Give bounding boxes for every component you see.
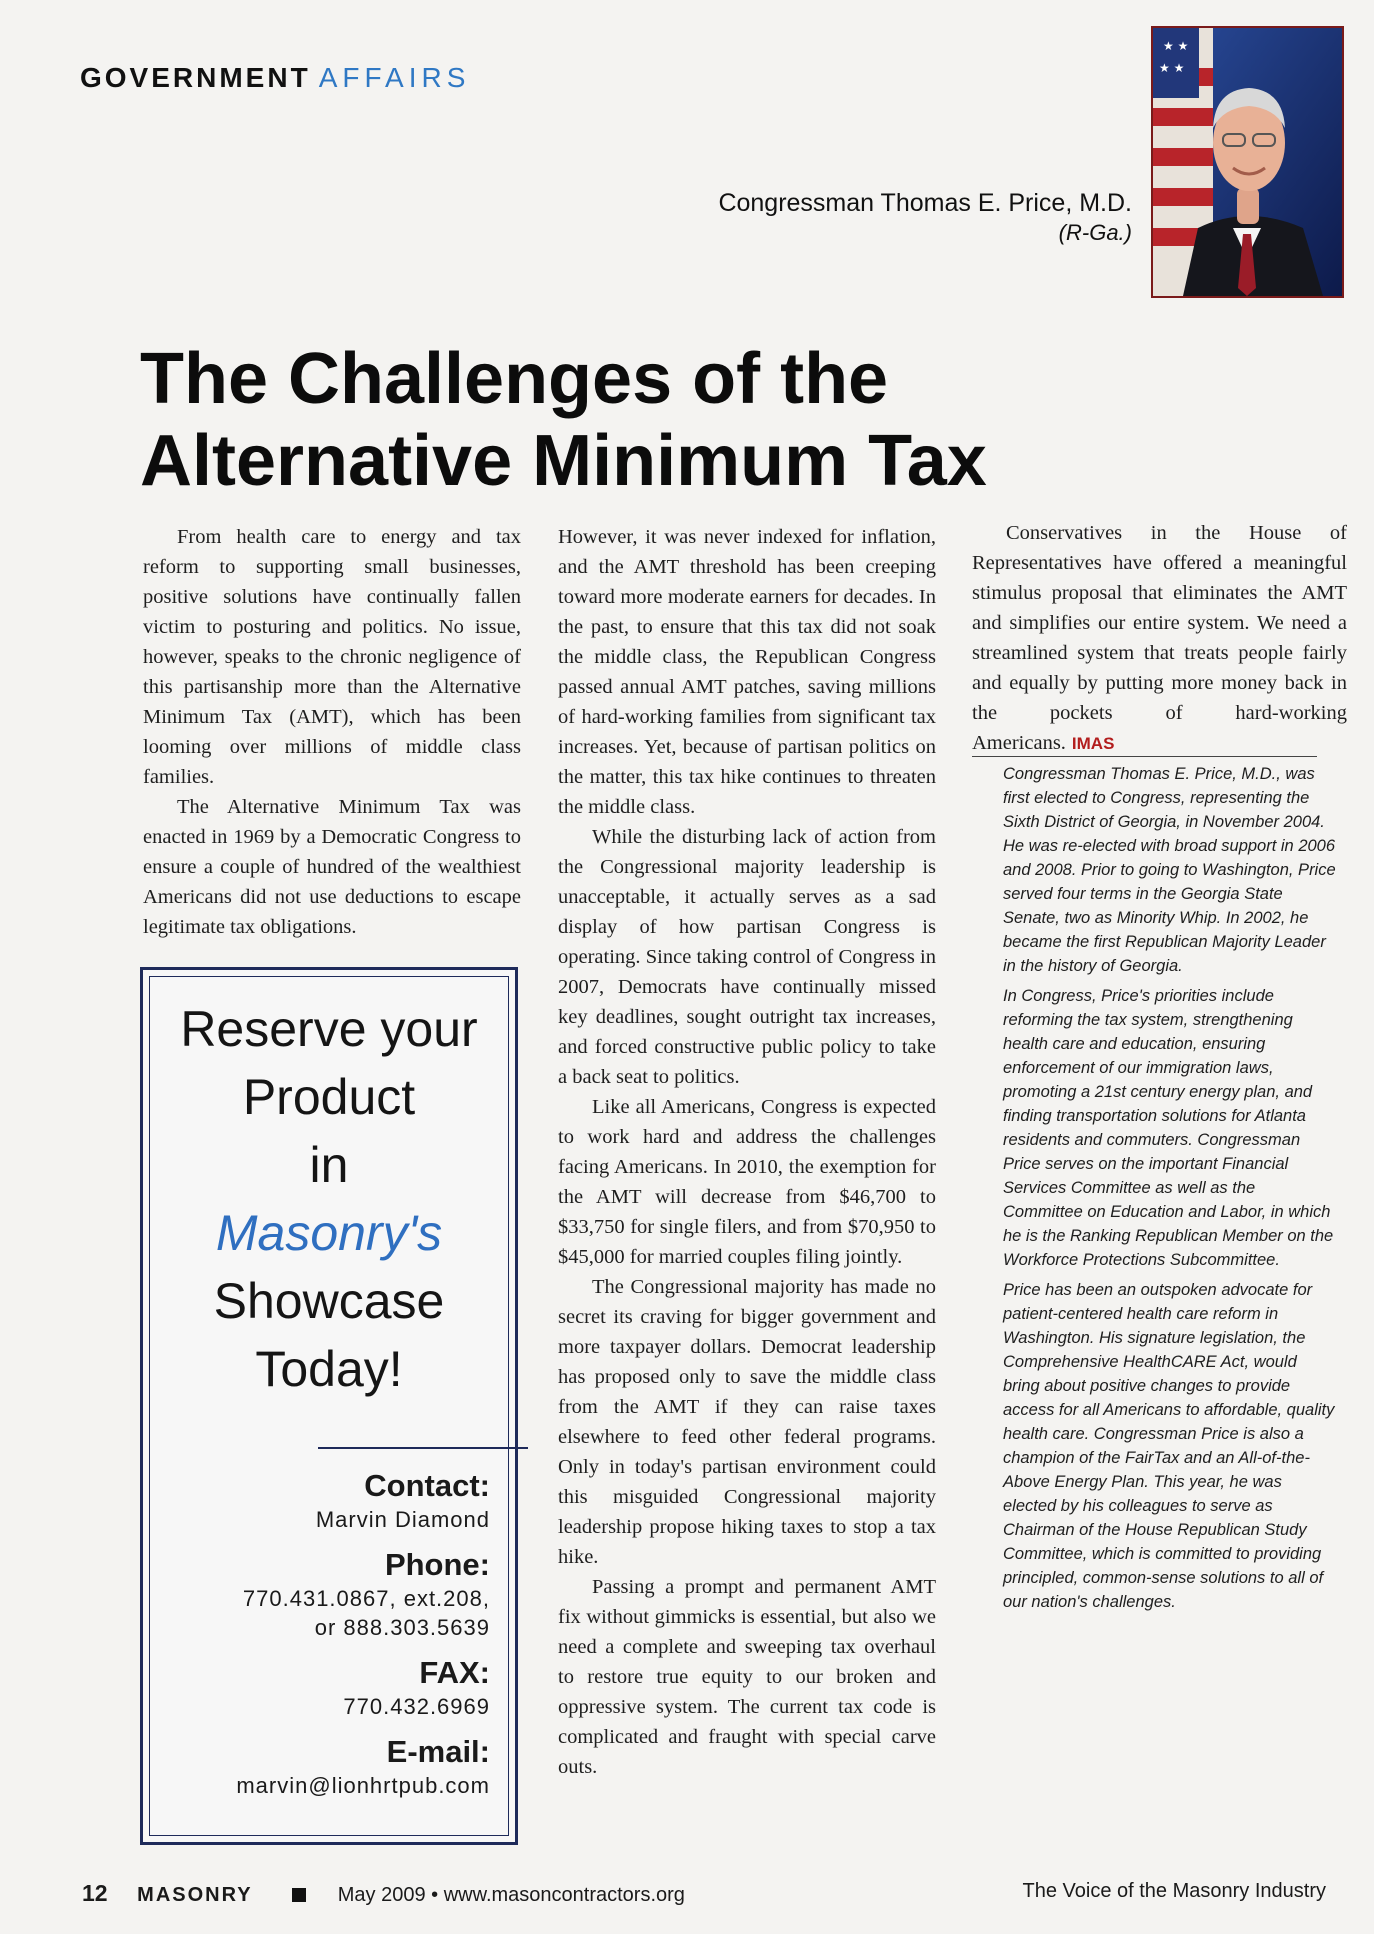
bio-paragraph: Price has been an outspoken advocate for patient-centered health care reform in Washington. His signature legislation, the Comprehensive HealthCARE Act, would bring about positive changes to provide access for all Americans to affordable, quality health care. Congressman Price is also a champion of the FairTax and an All-of-the-Above Energy Plan. This year, he was elected by his colleagues to serve as Chairman of the House Republican Study Committee, which is committed to providing principled, common-sense solutions to all of our nation's challenges. (1003, 1281, 1335, 1611)
section-label (80, 62, 470, 94)
end-mark: IMAS (1071, 734, 1115, 753)
ad-line-5: Showcase (213, 1273, 445, 1329)
bio-paragraph: In Congress, Price's priorities include reforming the tax system, strengthening health care and education, ensuring enforcement of our immigration laws, promoting a 21st century energy plan, and finding transportation solutions for Atlanta residents and commuters. Congressman Price serves on the important Financial Services Committee as well as the Committee on Education and Labor, in which he is the Ranking Republican Member on the Workforce Protections Subcommittee. (1003, 987, 1334, 1269)
ad-brand: Masonry's (215, 1205, 443, 1261)
author-byline (718, 188, 1132, 248)
article-paragraph: From health care to energy and tax reform to supporting small businesses, positive solutions have continually fallen victim to posturing and politics. No issue, however, speaks to the chronic negligence of this partisanship more than the Alternative Minimum Tax (AMT), which has been looming over millions of middle class families. (143, 526, 521, 788)
phone-label: Phone: (384, 1547, 490, 1582)
headline-line-1: The Challenges of the (140, 339, 889, 419)
ad-contact-info (236, 1467, 490, 1800)
article-paragraph: The Congressional majority has made no secret its craving for bigger government and more taxpayer dollars. Democrat leadership has proposed only to save the middle class from the AMT if they can raise taxes elsewhere to feed other federal programs. Only in today's partisan environment could this misguided Congressional majority leadership propose hiking taxes to stop a tax hike. (558, 1276, 936, 1568)
bio-paragraph: Congressman Thomas E. Price, M.D., was first elected to Congress, representing the Sixth District of Georgia, in November 2004. He was re-elected with broad support in 2006 and 2008. Prior to going to Washington, Price served four terms in the Georgia State Senate, two as Minority Whip. In 2002, he became the first Republican Majority Leader in the history of Georgia. (1003, 765, 1336, 975)
bio-divider (972, 756, 1317, 757)
phone-number-1: 770.431.0867, ext.208, (242, 1586, 490, 1611)
author-party: (R-Ga.) (1058, 220, 1132, 245)
magazine-tagline: The Voice of the Masonry Industry (1022, 1880, 1326, 1902)
email-label: E-mail: (386, 1734, 490, 1769)
ad-line-6: Today! (255, 1341, 403, 1397)
page-number: 12 (82, 1880, 108, 1906)
ad-line-1: Reserve your (180, 1001, 478, 1057)
article-paragraph: Passing a prompt and permanent AMT fix without gimmicks is essential, but also we need a complete and sweeping tax overhaul to restore true equity to our broken and oppressive system. The current tax code is complicated and fraught with special carve outs. (558, 1576, 936, 1778)
phone-number-2: or 888.303.5639 (314, 1615, 490, 1640)
author-portrait (1151, 26, 1344, 298)
ad-divider (318, 1447, 528, 1449)
contact-name: Marvin Diamond (315, 1507, 490, 1532)
headline-line-2: Alternative Minimum Tax (140, 421, 987, 501)
footer-square-icon (292, 1888, 306, 1902)
article-paragraph: While the disturbing lack of action from the Congressional majority leadership is unacceptable, it actually serves as a sad display of how partisan Congress is operating. Since taking control of Congress in 2007, Democrats have continually missed key deadlines, sought outright tax increases, and forced constructive public policy to take a back seat to politics. (558, 826, 936, 1088)
section-label-main: GOVERNMENT (80, 62, 311, 93)
article-paragraph: However, it was never indexed for inflation, and the AMT threshold has been creeping toward more moderate earners for decades. In the past, to ensure that this tax did not soak the middle class, the Republican Congress passed annual AMT patches, saving millions of hard-working families from significant tax increases. Yet, because of partisan politics on the matter, this tax hike continues to threaten the middle class. (558, 526, 936, 818)
contact-label: Contact: (364, 1468, 490, 1503)
showcase-ad (140, 967, 518, 1845)
svg-text:★ ★: ★ ★ (1159, 61, 1185, 75)
author-bio (1003, 762, 1338, 1620)
fax-label: FAX: (419, 1655, 490, 1690)
page-footer (82, 1880, 1350, 1910)
section-label-accent: AFFAIRS (318, 62, 471, 93)
article-paragraph: The Alternative Minimum Tax was enacted in 1969 by a Democratic Congress to ensure a couple of hundred of the wealthiest Americans did not use deductions to escape legitimate tax obligations. (143, 796, 521, 938)
article-column-1 (143, 522, 521, 942)
ad-headline (150, 995, 508, 1403)
magazine-name: MASONRY (137, 1884, 253, 1906)
author-name: Congressman Thomas E. Price, M.D. (718, 189, 1132, 217)
article-column-2 (558, 522, 936, 1782)
article-paragraph (972, 518, 1347, 759)
showcase-ad-frame (149, 976, 509, 1836)
article-closing-text: Conservatives in the House of Representatives have offered a meaningful stimulus proposal that eliminates the AMT and simplifies our entire system. We need a streamlined system that treats people fairly and equally by putting more money back in the pockets of hard-working Americans. (972, 522, 1347, 754)
ad-line-2: Product (242, 1069, 416, 1125)
fax-number: 770.432.6969 (343, 1694, 490, 1719)
article-headline (140, 338, 1240, 502)
issue-info: May 2009 • www.masoncontractors.org (337, 1884, 685, 1906)
article-column-3 (972, 518, 1347, 759)
author-portrait-image (1153, 28, 1342, 296)
svg-text:★ ★: ★ ★ (1163, 39, 1189, 53)
ad-line-3: in (309, 1137, 349, 1193)
article-paragraph: Like all Americans, Congress is expected to work hard and address the challenges facing Americans. In 2010, the exemption for the AMT will decrease from $46,700 to $33,750 for single filers, and from $70,950 to $45,000 for married couples filing jointly. (558, 1096, 936, 1268)
email-address: marvin@lionhrtpub.com (236, 1773, 490, 1798)
